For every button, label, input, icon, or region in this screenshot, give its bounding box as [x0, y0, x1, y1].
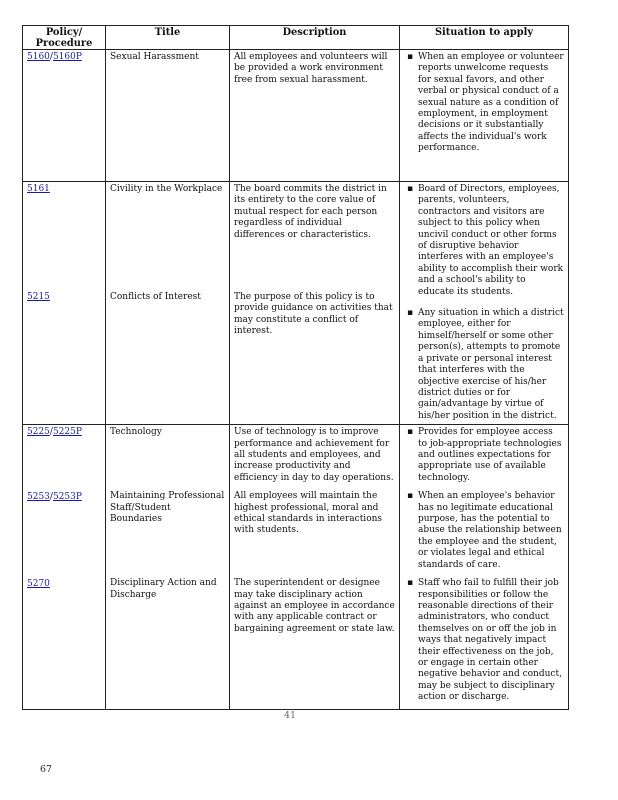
- title-cell: [106, 182, 230, 425]
- table-row: [23, 50, 569, 182]
- header-situation: Situation to apply: [400, 26, 569, 50]
- policy-cell: 5160/5160P: [23, 50, 106, 182]
- table-header-row: [23, 26, 569, 50]
- situation-item: ▪ Provides for employee access to job-appropriate technologies and outlines expectations for appropriate use of available technology.: [418, 427, 564, 484]
- situation-cell: [400, 50, 569, 182]
- situation-item: ▪ Board of Directors, employees, parents, volunteers, contractors and visitors are subject to this policy when uncivil conduct or other forms of disruptive behavior interferes with an employee's ability to accomplish their work and a school's ability to educate its students.: [418, 184, 564, 298]
- policy-link-5253[interactable]: 5253: [27, 491, 50, 502]
- policy-link-5270[interactable]: 5270: [27, 578, 50, 589]
- policy-link-5253p[interactable]: 5253P: [52, 491, 82, 502]
- description-technology: Use of technology is to improve performance and achievement for all students and employees, and increase productivity and efficiency in day to day operations.: [234, 427, 394, 483]
- policy-link-5160p[interactable]: 5160P: [52, 52, 82, 62]
- description-conflicts: The purpose of this policy is to provide guidance on activities that may constitute a conflict of interest.: [234, 292, 393, 337]
- title-civility: Civility in the Workplace: [110, 184, 223, 194]
- situation-cell: [400, 182, 569, 425]
- page-number-left: 67: [40, 764, 53, 775]
- policy-link-5225p[interactable]: 5225P: [52, 427, 82, 438]
- description-cell: [230, 425, 400, 710]
- header-description: Description: [230, 26, 400, 50]
- policy-cell: [23, 182, 106, 425]
- table-row: [23, 182, 569, 425]
- title-technology: Technology: [110, 427, 162, 438]
- description-cell: All employees and volunteers will be provided a work environment free from sexual harassment.: [230, 50, 400, 182]
- page-number-center: 41: [283, 710, 297, 721]
- situation-item: ▪ When an employee or volunteer reports unwelcome requests for sexual favors, and other verbal or physical conduct of a sexual nature as a condition of employment, in employment decisions or it substantially affects the individual's work performance.: [418, 52, 564, 155]
- description-cell: [230, 182, 400, 425]
- policy-link-5215[interactable]: 5215: [27, 292, 50, 303]
- title-disciplinary: Disciplinary Action and Discharge: [110, 578, 217, 600]
- situation-item: ▪ Staff who fail to fulfill their job responsibilities or follow the reasonable directions of their administrators, who conduct themselves on or off the job in ways that negatively impact their effectiveness on the job, or engage in certain other negative behavior and conduct, may be subject to disciplinary action or discharge.: [418, 578, 564, 703]
- situation-item: ▪ When an employee's behavior has no legitimate educational purpose, has the potential to abuse the relationship between the employee and the student, or violates legal and ethical standards of care.: [418, 491, 564, 571]
- description-disciplinary: The superintendent or designee may take disciplinary action against an employee in accordance with any applicable contract or bargaining agreement or state law.: [234, 578, 395, 634]
- title-conflicts: Conflicts of Interest: [110, 292, 201, 303]
- policy-link-5225[interactable]: 5225: [27, 427, 50, 438]
- header-title: Title: [106, 26, 230, 50]
- policy-link-5160[interactable]: 5160: [27, 52, 50, 62]
- title-boundaries: Maintaining Professional Staff/Student Boundaries: [110, 491, 225, 524]
- policy-link-5161[interactable]: 5161: [27, 184, 50, 194]
- situation-cell: [400, 425, 569, 710]
- title-cell: Sexual Harassment: [106, 50, 230, 182]
- title-cell: [106, 425, 230, 710]
- policy-cell: 5225/5225P 5253/5253P 5270: [23, 425, 106, 710]
- situation-item: ▪ Any situation in which a district employee, either for himself/herself or some other person(s), attempts to promote a private or personal interest that interferes with the objective exercise of his/her district duties or for gain/advantage by virtue of his/her position in the district.: [418, 308, 564, 422]
- table-row: [23, 425, 569, 710]
- description-civility: The board commits the district in its entirety to the core value of mutual respect for each person regardless of individual differences or characteristics.: [234, 184, 387, 240]
- policy-table: [22, 25, 569, 710]
- description-boundaries: All employees will maintain the highest professional, moral and ethical standards in interactions with students.: [234, 491, 383, 536]
- header-policy: Policy/ Procedure: [23, 26, 106, 50]
